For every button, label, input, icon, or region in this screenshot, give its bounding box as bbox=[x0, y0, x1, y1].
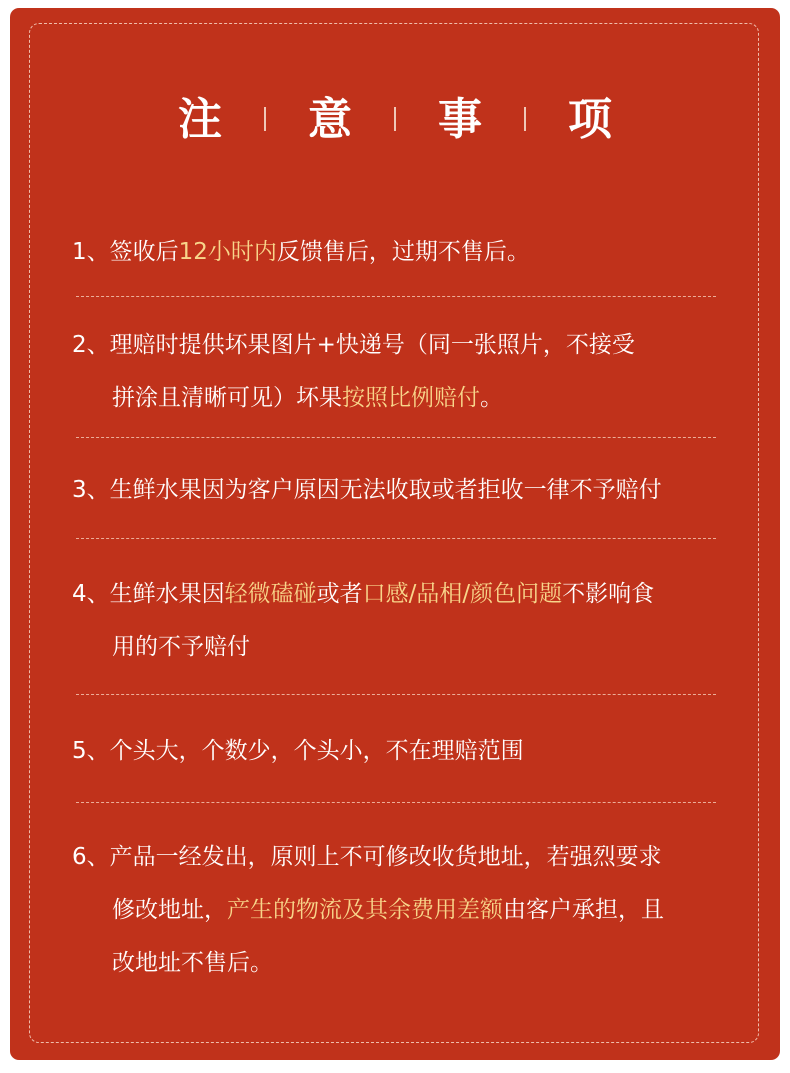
notice-title bbox=[0, 90, 790, 150]
dashed-divider bbox=[76, 437, 716, 438]
title-char: 意 bbox=[308, 94, 352, 145]
notice-item-1 bbox=[72, 226, 742, 279]
notice-item-2 bbox=[72, 319, 742, 425]
item-text: 拼涂且清晰可见）坏果 bbox=[112, 385, 342, 411]
item-text: 由客户承担，且 bbox=[503, 897, 664, 923]
item-highlight: 按照比例赔付 bbox=[342, 385, 480, 411]
notice-item-3 bbox=[72, 464, 742, 517]
item-text: 反馈售后，过期不售后。 bbox=[276, 239, 530, 265]
notice-item-4 bbox=[72, 568, 742, 674]
item-highlight: 轻微磕碰 bbox=[224, 581, 317, 607]
notice-item-6 bbox=[72, 831, 742, 990]
notice-item-line bbox=[72, 568, 742, 621]
notice-item-line: 2、理赔时提供坏果图片+快递号（同一张照片，不接受 bbox=[72, 332, 635, 358]
item-text: 不影响食 bbox=[562, 581, 655, 607]
title-separator bbox=[524, 107, 526, 131]
notice-item-line bbox=[72, 884, 742, 937]
notice-item-line: 用的不予赔付 bbox=[112, 634, 250, 660]
notice-item-line: 改地址不售后。 bbox=[112, 950, 273, 976]
item-highlight: 12小时内 bbox=[178, 239, 277, 265]
item-highlight: 产生的物流及其余费用差额 bbox=[227, 897, 503, 923]
title-separator bbox=[264, 107, 266, 131]
notice-item-line bbox=[72, 372, 742, 425]
notice-item-5 bbox=[72, 725, 742, 778]
dashed-divider bbox=[76, 538, 716, 539]
item-text: 4、生鲜水果因 bbox=[72, 581, 225, 607]
item-text: 。 bbox=[480, 385, 503, 411]
title-char: 注 bbox=[178, 94, 222, 145]
item-text: 修改地址， bbox=[112, 897, 227, 923]
title-char: 事 bbox=[438, 94, 482, 145]
dashed-divider bbox=[76, 802, 716, 803]
title-separator bbox=[394, 107, 396, 131]
dashed-divider bbox=[76, 296, 716, 297]
title-char: 项 bbox=[568, 94, 612, 145]
notice-item-line bbox=[72, 226, 742, 279]
item-highlight: 口感/品相/颜色问题 bbox=[362, 581, 563, 607]
notice-item-line: 3、生鲜水果因为客户原因无法收取或者拒收一律不予赔付 bbox=[72, 477, 662, 503]
notice-item-line: 6、产品一经发出，原则上不可修改收货地址，若强烈要求 bbox=[72, 844, 662, 870]
dashed-divider bbox=[76, 694, 716, 695]
item-text: 或者 bbox=[316, 581, 363, 607]
notice-item-line: 5、个头大，个数少，个头小，不在理赔范围 bbox=[72, 738, 524, 764]
item-text: 1、签收后 bbox=[72, 239, 179, 265]
